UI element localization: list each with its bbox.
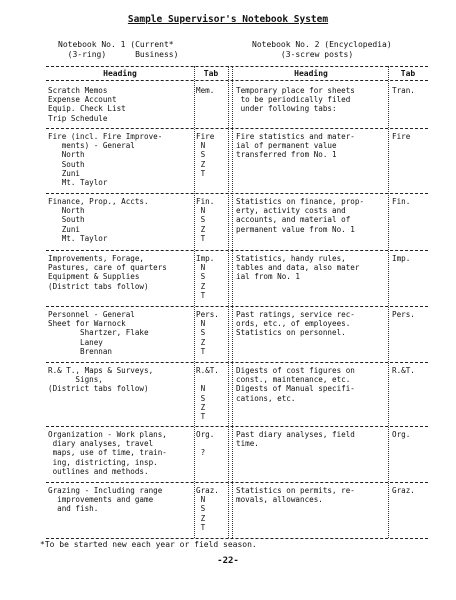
row-heading-right: Temporary place for sheets to be periodically filed under following tabs: xyxy=(236,86,355,114)
column-header-tab-2: Tab xyxy=(400,69,416,78)
page-number: -22- xyxy=(217,556,239,566)
row-tab-right: Tran. xyxy=(392,86,415,95)
column-separator xyxy=(232,66,233,538)
row-tab-right: Fin. xyxy=(392,197,411,206)
row-tab-left: R.&T. N S Z T xyxy=(196,366,219,422)
row-tab-left: Fire N S Z T xyxy=(196,132,215,178)
row-heading-left: R.& T., Maps & Surveys, Signs, (District tabs follow) xyxy=(48,366,154,394)
row-heading-right: Statistics on permits, re- movals, allowances. xyxy=(236,486,355,505)
row-tab-left: Imp. N S Z T xyxy=(196,254,215,300)
row-tab-left: Mem. xyxy=(196,86,215,95)
row-heading-right: Digests of cost figures on const., maintenance, etc. Digests of Manual specifi- cations, etc. xyxy=(236,366,355,403)
header-bottom-rule xyxy=(46,80,428,81)
row-heading-left: Improvements, Forage, Pastures, care of quarters Equipment & Supplies (District tabs follow) xyxy=(48,254,167,291)
row-heading-right: Statistics on finance, prop- erty, activity costs and accounts, and material of permanent value from No. 1 xyxy=(236,197,365,234)
row-divider xyxy=(46,306,428,307)
row-divider xyxy=(46,128,428,129)
row-heading-left: Grazing - Including range improvements and game and fish. xyxy=(48,486,163,514)
column-separator xyxy=(194,66,195,538)
row-heading-left: Scratch Memos Expense Account Equip. Check List Trip Schedule xyxy=(48,86,126,123)
row-heading-right: Fire statistics and mater- ial of permanent value transferred from No. 1 xyxy=(236,132,355,160)
row-divider xyxy=(46,362,428,363)
header-top-rule xyxy=(46,66,428,67)
row-tab-left: Org. ? xyxy=(196,430,215,458)
row-heading-right: Past diary analyses, field time. xyxy=(236,430,355,449)
column-separator xyxy=(388,66,389,538)
row-divider xyxy=(46,250,428,251)
row-divider xyxy=(46,193,428,194)
notebook-2-line1: Notebook No. 2 (Encyclopedia) xyxy=(252,40,392,49)
row-tab-right: R.&T. xyxy=(392,366,415,375)
notebook-2-line2: (3-screw posts) xyxy=(252,50,354,59)
page-title: Sample Supervisor's Notebook System xyxy=(127,14,329,25)
notebook-1-line2: (3-ring) Business) xyxy=(58,50,179,59)
column-header-heading-2: Heading xyxy=(294,69,328,78)
row-tab-right: Org. xyxy=(392,430,411,439)
row-tab-left: Graz. N S Z T xyxy=(196,486,219,532)
row-divider xyxy=(46,426,428,427)
column-header-tab-1: Tab xyxy=(203,69,219,78)
notebook-1-label xyxy=(58,40,178,60)
row-divider xyxy=(46,482,428,483)
column-separator xyxy=(228,66,229,538)
row-heading-right: Statistics, handy rules, tables and data, also mater ial from No. 1 xyxy=(236,254,360,282)
row-tab-right: Fire xyxy=(392,132,411,141)
row-tab-right: Pers. xyxy=(392,310,415,319)
row-heading-left: Organization - Work plans, diary analyses, travel maps, use of time, train- ing, districting, insp. outlines and methods. xyxy=(48,430,167,476)
row-tab-right: Imp. xyxy=(392,254,411,263)
row-tab-left: Pers. N S Z T xyxy=(196,310,219,356)
row-tab-left: Fin. N S Z T xyxy=(196,197,215,243)
row-heading-right: Past ratings, service rec- ords, etc., of employees. Statistics on personnel. xyxy=(236,310,355,338)
table-bottom-rule xyxy=(46,538,428,539)
row-heading-left: Personnel - General Sheet for Warnock Shartzer, Flake Laney Brennan xyxy=(48,310,149,356)
footnote: *To be started new each year or field season. xyxy=(40,540,257,549)
row-heading-left: Fire (incl. Fire Improve- ments) - General North South Zuni Mt. Taylor xyxy=(48,132,163,188)
row-heading-left: Finance, Prop., Accts. North South Zuni Mt. Taylor xyxy=(48,197,149,243)
column-header-heading-1: Heading xyxy=(103,69,137,78)
row-tab-right: Graz. xyxy=(392,486,415,495)
notebook-1-line1: Notebook No. 1 (Current* xyxy=(58,40,174,49)
notebook-2-label xyxy=(252,40,392,60)
